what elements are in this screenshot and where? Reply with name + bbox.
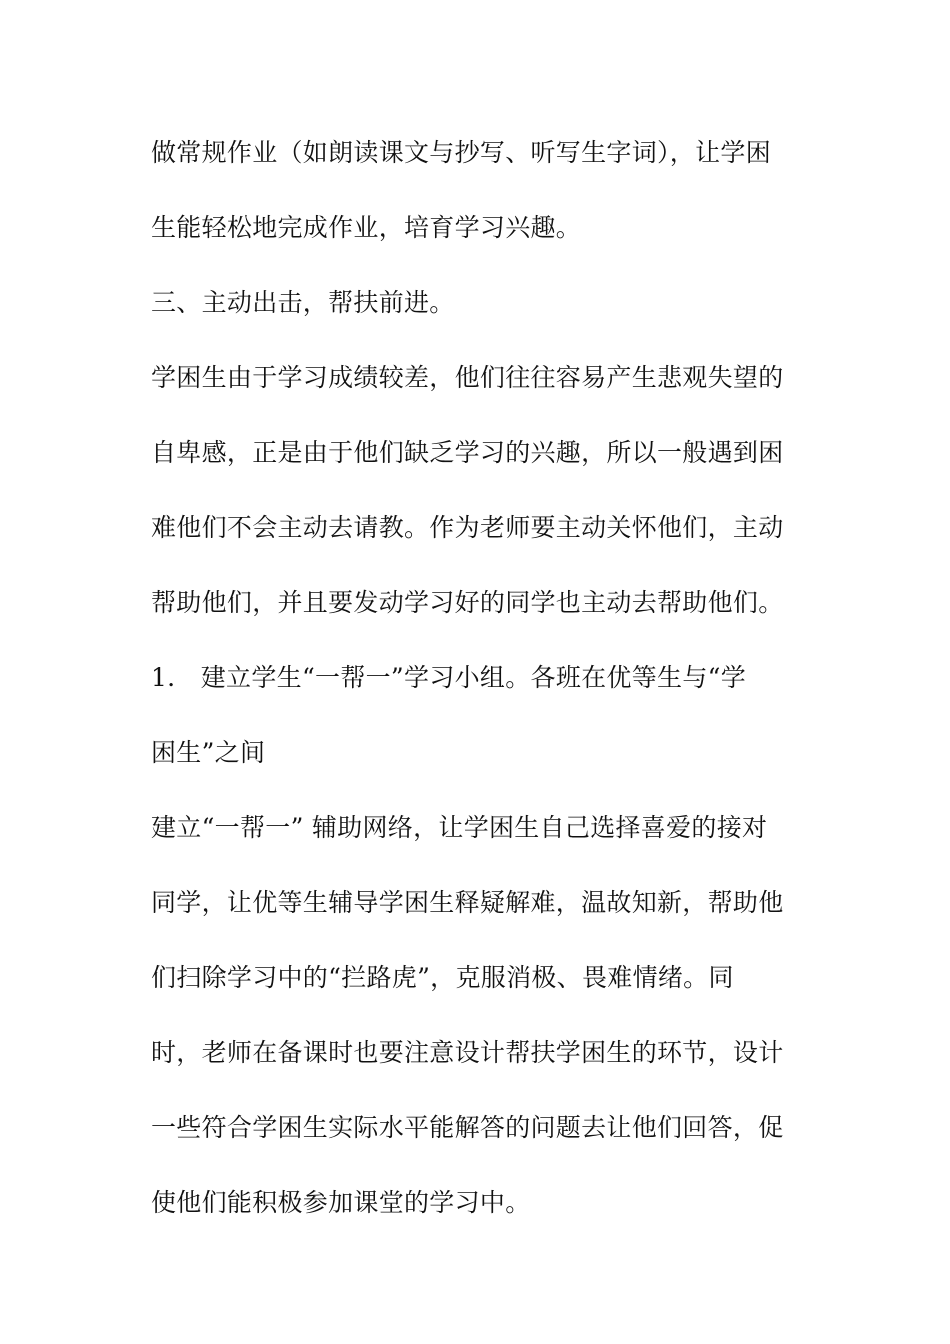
- list-item-heading: 1． 建立学生“一帮一”学习小组。各班在优等生与“学: [151, 663, 746, 692]
- body-text: [151, 130, 811, 1255]
- text-line: 时，老师在备课时也要注意设计帮扶学困生的环节，设计: [151, 1038, 784, 1067]
- text-line: 做常规作业（如朗读课文与抄写、听写生字词），让学困: [151, 138, 772, 167]
- text-line: 同学，让优等生辅导学困生释疑解难，温故知新，帮助他: [151, 888, 784, 917]
- text-line: 建立“一帮一” 辅助网络，让学困生自己选择喜爱的接对: [151, 813, 768, 842]
- text-line: 帮助他们，并且要发动学习好的同学也主动去帮助他们。: [151, 588, 784, 617]
- text-line: 们扫除学习中的“拦路虎”，克服消极、畏难情绪。同: [151, 963, 734, 992]
- text-line: 一些符合学困生实际水平能解答的问题去让他们回答，促: [151, 1113, 784, 1142]
- text-line: 困生”之间: [151, 738, 266, 767]
- text-line: 难他们不会主动去请教。作为老师要主动关怀他们，主动: [151, 513, 784, 542]
- text-line: 使他们能积极参加课堂的学习中。: [151, 1188, 531, 1217]
- text-line: 生能轻松地完成作业，培育学习兴趣。: [151, 213, 582, 242]
- text-line: 自卑感，正是由于他们缺乏学习的兴趣，所以一般遇到困: [151, 438, 784, 467]
- text-line: 学困生由于学习成绩较差，他们往往容易产生悲观失望的: [151, 363, 784, 392]
- section-heading: 三、主动出击，帮扶前进。: [151, 288, 455, 317]
